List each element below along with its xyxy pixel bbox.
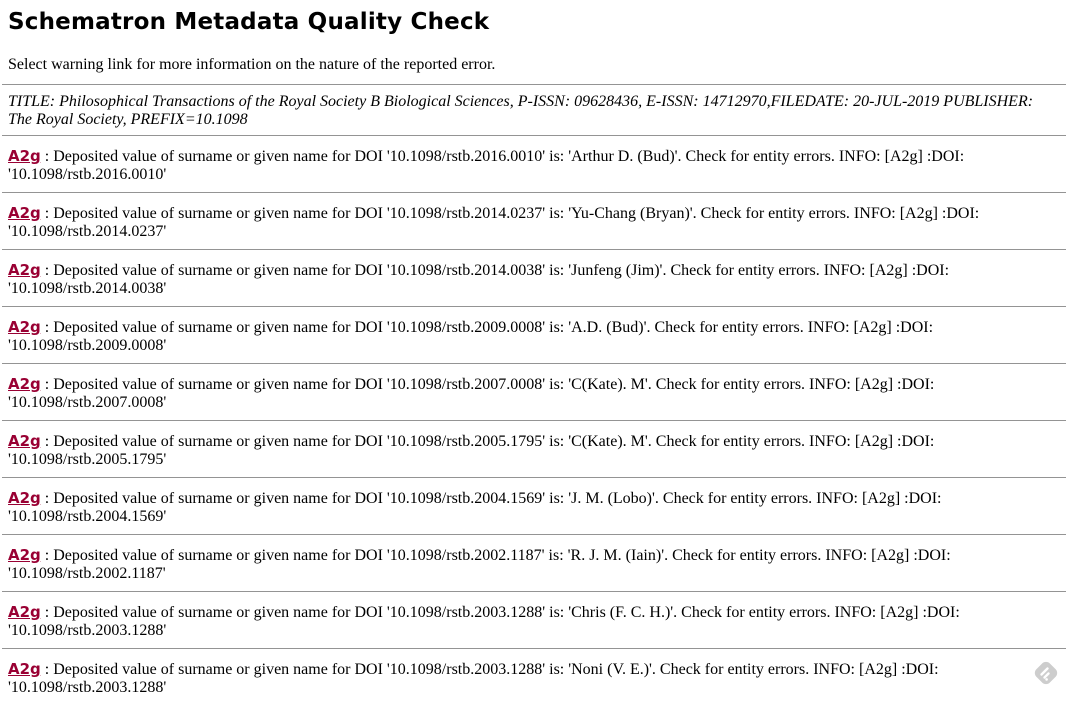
- journal-info: TITLE: Philosophical Transactions of the Royal Society B Biological Sciences, P-ISSN: 09628436, E-ISSN: 14712970,FILEDATE: 20-JUL-2019 PUBLISHER: The Royal Society, PREFIX=10.1098: [8, 93, 1060, 129]
- warning-doi: '10.1098/rstb.2005.1795': [8, 451, 1060, 469]
- divider: [2, 84, 1066, 85]
- warning-code-link[interactable]: A2g: [8, 261, 41, 279]
- divider: [2, 306, 1066, 307]
- warning-entry: [8, 489, 1060, 535]
- warning-entry: [8, 603, 1060, 649]
- warning-message-text: : Deposited value of surname or given name for DOI '10.1098/rstb.2014.0038' is: 'Junfeng (Jim)'. Check for entity errors. INFO: [A2g] :DOI:: [45, 262, 949, 279]
- warning-doi: '10.1098/rstb.2003.1288': [8, 679, 1060, 697]
- warning-message-text: : Deposited value of surname or given name for DOI '10.1098/rstb.2004.1569' is: 'J. M. (Lobo)'. Check for entity errors. INFO: [A2g] :DOI:: [45, 490, 942, 507]
- warning-doi: '10.1098/rstb.2014.0237': [8, 223, 1060, 241]
- divider: [2, 192, 1066, 193]
- warning-doi: '10.1098/rstb.2014.0038': [8, 280, 1060, 298]
- warning-entry: [8, 660, 1060, 697]
- warning-code-link[interactable]: A2g: [8, 204, 41, 222]
- warning-code-link[interactable]: A2g: [8, 375, 41, 393]
- warning-message: [8, 489, 1060, 526]
- warning-doi: '10.1098/rstb.2007.0008': [8, 394, 1060, 412]
- warning-message-text: : Deposited value of surname or given name for DOI '10.1098/rstb.2002.1187' is: 'R. J. M. (Iain)'. Check for entity errors. INFO: [A2g] :DOI:: [45, 547, 951, 564]
- warning-message: [8, 546, 1060, 583]
- warning-code-link[interactable]: A2g: [8, 546, 41, 564]
- warning-doi: '10.1098/rstb.2003.1288': [8, 622, 1060, 640]
- warning-message: [8, 318, 1060, 355]
- warning-message-text: : Deposited value of surname or given name for DOI '10.1098/rstb.2007.0008' is: 'C(Kate). M'. Check for entity errors. INFO: [A2g] :DOI:: [45, 376, 935, 393]
- warning-code-link[interactable]: A2g: [8, 489, 41, 507]
- warning-entry: [8, 318, 1060, 364]
- warning-code-link[interactable]: A2g: [8, 432, 41, 450]
- divider: [2, 534, 1066, 535]
- warning-entry: [8, 432, 1060, 478]
- warning-message: [8, 261, 1060, 298]
- warning-message-text: : Deposited value of surname or given name for DOI '10.1098/rstb.2016.0010' is: 'Arthur D. (Bud)'. Check for entity errors. INFO: [A2g] :DOI:: [45, 148, 964, 165]
- warning-message-text: : Deposited value of surname or given name for DOI '10.1098/rstb.2009.0008' is: 'A.D. (Bud)'. Check for entity errors. INFO: [A2g] :DOI:: [45, 319, 933, 336]
- warning-doi: '10.1098/rstb.2016.0010': [8, 166, 1060, 184]
- warning-entry: [8, 546, 1060, 592]
- warning-doi: '10.1098/rstb.2002.1187': [8, 565, 1060, 583]
- warning-entry: [8, 147, 1060, 193]
- warning-message-text: : Deposited value of surname or given name for DOI '10.1098/rstb.2005.1795' is: 'C(Kate). M'. Check for entity errors. INFO: [A2g] :DOI:: [45, 433, 935, 450]
- warning-message-text: : Deposited value of surname or given name for DOI '10.1098/rstb.2014.0237' is: 'Yu-Chang (Bryan)'. Check for entity errors. INFO: [A2g] :DOI:: [45, 205, 979, 222]
- page-subtitle: Select warning link for more information on the nature of the reported error.: [8, 56, 1060, 74]
- warning-message: [8, 432, 1060, 469]
- divider: [2, 648, 1066, 649]
- divider: [2, 135, 1066, 136]
- warning-code-link[interactable]: A2g: [8, 660, 41, 678]
- warning-message: [8, 375, 1060, 412]
- warning-entry: [8, 375, 1060, 421]
- warning-entry: [8, 261, 1060, 307]
- feedly-mini-icon[interactable]: [1029, 656, 1063, 690]
- warning-message-text: : Deposited value of surname or given name for DOI '10.1098/rstb.2003.1288' is: 'Noni (V. E.)'. Check for entity errors. INFO: [A2g] :DOI:: [45, 661, 939, 678]
- divider: [2, 363, 1066, 364]
- warning-code-link[interactable]: A2g: [8, 147, 41, 165]
- divider: [2, 420, 1066, 421]
- warning-doi: '10.1098/rstb.2004.1569': [8, 508, 1060, 526]
- warning-code-link[interactable]: A2g: [8, 603, 41, 621]
- warning-message: [8, 147, 1060, 184]
- divider: [2, 249, 1066, 250]
- warning-code-link[interactable]: A2g: [8, 318, 41, 336]
- warning-message: [8, 204, 1060, 241]
- warning-message: [8, 660, 1060, 697]
- page-title: Schematron Metadata Quality Check: [8, 9, 1060, 36]
- warning-entry: [8, 204, 1060, 250]
- warning-message: [8, 603, 1060, 640]
- feedly-icon-graphic: [1029, 656, 1063, 690]
- warning-doi: '10.1098/rstb.2009.0008': [8, 337, 1060, 355]
- divider: [2, 477, 1066, 478]
- divider: [2, 591, 1066, 592]
- warning-message-text: : Deposited value of surname or given name for DOI '10.1098/rstb.2003.1288' is: 'Chris (F. C. H.)'. Check for entity errors. INFO: [A2g] :DOI:: [45, 604, 960, 621]
